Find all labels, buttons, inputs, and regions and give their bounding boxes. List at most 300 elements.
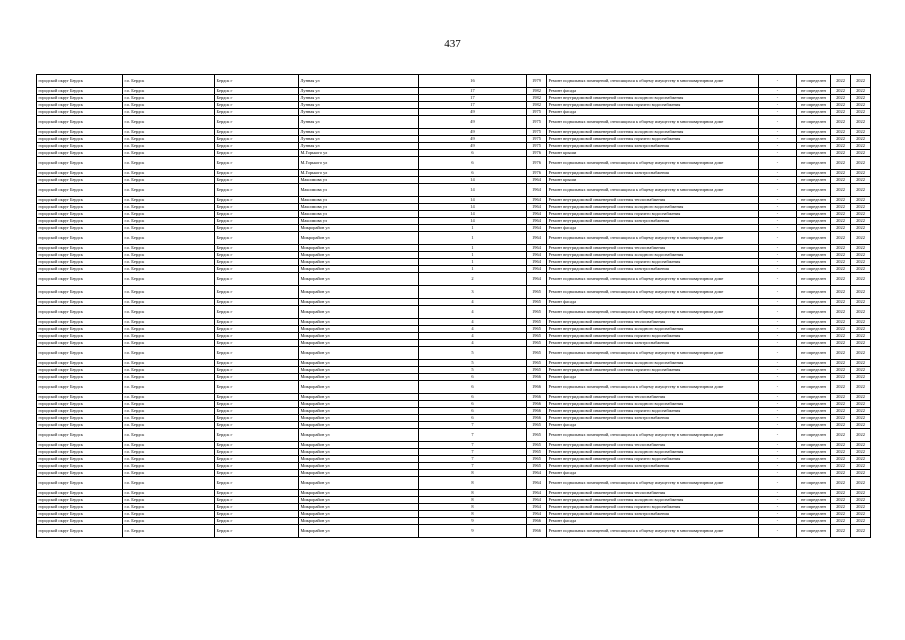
- plan-year-start-cell: 2022: [831, 299, 851, 306]
- cost-cell: -: [759, 266, 797, 273]
- plan-year-end-cell: 2022: [851, 381, 871, 394]
- house-number-cell: 3: [419, 286, 527, 299]
- cost-cell: -: [759, 347, 797, 360]
- plan-year-end-cell: 2022: [851, 415, 871, 422]
- cost-cell: -: [759, 225, 797, 232]
- plan-year-end-cell: 2022: [851, 456, 871, 463]
- locality-cell: Бердск г: [215, 401, 299, 408]
- plan-year-end-cell: 2022: [851, 136, 871, 143]
- status-cell: не определен: [797, 204, 831, 211]
- build-year-cell: 1976: [527, 157, 547, 170]
- table-row: [37, 456, 871, 463]
- table-row: [37, 360, 871, 367]
- status-cell: не определен: [797, 136, 831, 143]
- build-year-cell: 1965: [527, 367, 547, 374]
- work-type-cell: Ремонт внутридомовой инженерной системы холодного водоснабжения: [547, 497, 759, 504]
- build-year-cell: 1964: [527, 204, 547, 211]
- cost-cell: -: [759, 319, 797, 326]
- locality-cell: Бердск г: [215, 394, 299, 401]
- status-cell: не определен: [797, 319, 831, 326]
- plan-year-end-cell: 2022: [851, 306, 871, 319]
- table-row: [37, 184, 871, 197]
- municipality-cell: г.о. Бердск: [123, 218, 215, 225]
- plan-year-start-cell: 2022: [831, 273, 851, 286]
- district-cell: городской округ Бердск: [37, 197, 123, 204]
- cost-cell: -: [759, 157, 797, 170]
- cost-cell: -: [759, 340, 797, 347]
- street-cell: Микрорайон ул: [299, 401, 419, 408]
- work-type-cell: Ремонт фасада: [547, 422, 759, 429]
- district-cell: городской округ Бердск: [37, 136, 123, 143]
- street-cell: Лунная ул: [299, 129, 419, 136]
- plan-year-end-cell: 2022: [851, 266, 871, 273]
- district-cell: городской округ Бердск: [37, 177, 123, 184]
- district-cell: городской округ Бердск: [37, 511, 123, 518]
- municipality-cell: г.о. Бердск: [123, 326, 215, 333]
- plan-year-end-cell: 2022: [851, 401, 871, 408]
- locality-cell: Бердск г: [215, 367, 299, 374]
- municipality-cell: г.о. Бердск: [123, 95, 215, 102]
- plan-year-end-cell: 2022: [851, 333, 871, 340]
- table-row: [37, 225, 871, 232]
- work-type-cell: Ремонт подвальных помещений, относящихся к общему имуществу в многоквартирном доме: [547, 116, 759, 129]
- table-row: [37, 177, 871, 184]
- status-cell: не определен: [797, 259, 831, 266]
- municipality-cell: г.о. Бердск: [123, 88, 215, 95]
- status-cell: не определен: [797, 211, 831, 218]
- plan-year-start-cell: 2022: [831, 360, 851, 367]
- plan-year-end-cell: 2022: [851, 408, 871, 415]
- work-type-cell: Ремонт внутридомовой инженерной системы электроснабжения: [547, 170, 759, 177]
- locality-cell: Бердск г: [215, 470, 299, 477]
- cost-cell: -: [759, 360, 797, 367]
- plan-year-end-cell: 2022: [851, 449, 871, 456]
- house-number-cell: 6: [419, 170, 527, 177]
- plan-year-start-cell: 2022: [831, 218, 851, 225]
- municipality-cell: г.о. Бердск: [123, 286, 215, 299]
- page-number: 437: [444, 38, 461, 50]
- table-row: [37, 497, 871, 504]
- street-cell: Микрорайон ул: [299, 259, 419, 266]
- house-number-cell: 14: [419, 197, 527, 204]
- cost-cell: -: [759, 259, 797, 266]
- plan-year-end-cell: 2022: [851, 218, 871, 225]
- street-cell: Микрорайон ул: [299, 381, 419, 394]
- plan-year-end-cell: 2022: [851, 95, 871, 102]
- build-year-cell: 1975: [527, 143, 547, 150]
- plan-year-end-cell: 2022: [851, 511, 871, 518]
- build-year-cell: 1964: [527, 177, 547, 184]
- house-number-cell: 49: [419, 109, 527, 116]
- house-number-cell: 6: [419, 374, 527, 381]
- build-year-cell: 1965: [527, 360, 547, 367]
- build-year-cell: 1966: [527, 401, 547, 408]
- district-cell: городской округ Бердск: [37, 463, 123, 470]
- plan-year-end-cell: 2022: [851, 232, 871, 245]
- district-cell: городской округ Бердск: [37, 75, 123, 88]
- table-row: [37, 525, 871, 538]
- table-row: [37, 259, 871, 266]
- street-cell: Микрорайон ул: [299, 394, 419, 401]
- street-cell: Максимова ул: [299, 197, 419, 204]
- build-year-cell: 1975: [527, 136, 547, 143]
- build-year-cell: 1964: [527, 197, 547, 204]
- locality-cell: Бердск г: [215, 422, 299, 429]
- locality-cell: Бердск г: [215, 442, 299, 449]
- district-cell: городской округ Бердск: [37, 518, 123, 525]
- plan-year-end-cell: 2022: [851, 116, 871, 129]
- plan-year-start-cell: 2022: [831, 511, 851, 518]
- status-cell: не определен: [797, 218, 831, 225]
- street-cell: Микрорайон ул: [299, 333, 419, 340]
- plan-year-start-cell: 2022: [831, 129, 851, 136]
- house-number-cell: 6: [419, 394, 527, 401]
- cost-cell: -: [759, 525, 797, 538]
- plan-year-end-cell: 2022: [851, 75, 871, 88]
- plan-year-start-cell: 2022: [831, 245, 851, 252]
- district-cell: городской округ Бердск: [37, 95, 123, 102]
- house-number-cell: 1: [419, 225, 527, 232]
- street-cell: Максимова ул: [299, 177, 419, 184]
- plan-year-end-cell: 2022: [851, 102, 871, 109]
- work-type-cell: Ремонт фасада: [547, 518, 759, 525]
- street-cell: Микрорайон ул: [299, 525, 419, 538]
- work-type-cell: Ремонт внутридомовой инженерной системы горячего водоснабжения: [547, 102, 759, 109]
- municipality-cell: г.о. Бердск: [123, 184, 215, 197]
- cost-cell: -: [759, 299, 797, 306]
- table-row: [37, 429, 871, 442]
- work-type-cell: Ремонт подвальных помещений, относящихся к общему имуществу в многоквартирном доме: [547, 286, 759, 299]
- table-row: [37, 477, 871, 490]
- table-row: [37, 415, 871, 422]
- cost-cell: -: [759, 470, 797, 477]
- plan-year-end-cell: 2022: [851, 470, 871, 477]
- district-cell: городской округ Бердск: [37, 170, 123, 177]
- cost-cell: -: [759, 401, 797, 408]
- locality-cell: Бердск г: [215, 415, 299, 422]
- plan-year-end-cell: 2022: [851, 225, 871, 232]
- municipality-cell: г.о. Бердск: [123, 477, 215, 490]
- build-year-cell: 1964: [527, 225, 547, 232]
- house-number-cell: 14: [419, 204, 527, 211]
- street-cell: Микрорайон ул: [299, 504, 419, 511]
- work-type-cell: Ремонт внутридомовой инженерной системы электроснабжения: [547, 266, 759, 273]
- work-type-cell: Ремонт внутридомовой инженерной системы холодного водоснабжения: [547, 252, 759, 259]
- cost-cell: -: [759, 143, 797, 150]
- house-number-cell: 4: [419, 340, 527, 347]
- district-cell: городской округ Бердск: [37, 259, 123, 266]
- cost-cell: -: [759, 422, 797, 429]
- work-type-cell: Ремонт внутридомовой инженерной системы горячего водоснабжения: [547, 136, 759, 143]
- table-row: [37, 470, 871, 477]
- house-number-cell: 4: [419, 333, 527, 340]
- street-cell: Микрорайон ул: [299, 374, 419, 381]
- work-type-cell: Ремонт фасада: [547, 299, 759, 306]
- table-row: [37, 129, 871, 136]
- district-cell: городской округ Бердск: [37, 401, 123, 408]
- street-cell: Микрорайон ул: [299, 422, 419, 429]
- municipality-cell: г.о. Бердск: [123, 225, 215, 232]
- house-number-cell: 1: [419, 245, 527, 252]
- district-cell: городской округ Бердск: [37, 266, 123, 273]
- locality-cell: Бердск г: [215, 157, 299, 170]
- locality-cell: Бердск г: [215, 116, 299, 129]
- municipality-cell: г.о. Бердск: [123, 150, 215, 157]
- district-cell: городской округ Бердск: [37, 109, 123, 116]
- plan-year-end-cell: 2022: [851, 184, 871, 197]
- build-year-cell: 1966: [527, 415, 547, 422]
- municipality-cell: г.о. Бердск: [123, 333, 215, 340]
- status-cell: не определен: [797, 150, 831, 157]
- capital-repair-table: [36, 74, 871, 538]
- status-cell: не определен: [797, 525, 831, 538]
- house-number-cell: 8: [419, 497, 527, 504]
- municipality-cell: г.о. Бердск: [123, 299, 215, 306]
- plan-year-end-cell: 2022: [851, 477, 871, 490]
- plan-year-start-cell: 2022: [831, 75, 851, 88]
- municipality-cell: г.о. Бердск: [123, 319, 215, 326]
- municipality-cell: г.о. Бердск: [123, 102, 215, 109]
- work-type-cell: Ремонт внутридомовой инженерной системы электроснабжения: [547, 143, 759, 150]
- table-row: [37, 367, 871, 374]
- plan-year-end-cell: 2022: [851, 504, 871, 511]
- locality-cell: Бердск г: [215, 109, 299, 116]
- municipality-cell: г.о. Бердск: [123, 252, 215, 259]
- status-cell: не определен: [797, 170, 831, 177]
- district-cell: городской округ Бердск: [37, 422, 123, 429]
- plan-year-start-cell: 2022: [831, 143, 851, 150]
- street-cell: Микрорайон ул: [299, 299, 419, 306]
- municipality-cell: г.о. Бердск: [123, 116, 215, 129]
- house-number-cell: 7: [419, 442, 527, 449]
- municipality-cell: г.о. Бердск: [123, 394, 215, 401]
- municipality-cell: г.о. Бердск: [123, 408, 215, 415]
- municipality-cell: г.о. Бердск: [123, 109, 215, 116]
- locality-cell: Бердск г: [215, 197, 299, 204]
- house-number-cell: 49: [419, 116, 527, 129]
- district-cell: городской округ Бердск: [37, 286, 123, 299]
- cost-cell: -: [759, 116, 797, 129]
- locality-cell: Бердск г: [215, 408, 299, 415]
- plan-year-end-cell: 2022: [851, 518, 871, 525]
- plan-year-start-cell: 2022: [831, 442, 851, 449]
- locality-cell: Бердск г: [215, 306, 299, 319]
- status-cell: не определен: [797, 374, 831, 381]
- build-year-cell: 1975: [527, 129, 547, 136]
- plan-year-start-cell: 2022: [831, 463, 851, 470]
- house-number-cell: 1: [419, 232, 527, 245]
- plan-year-start-cell: 2022: [831, 408, 851, 415]
- work-type-cell: Ремонт подвальных помещений, относящихся к общему имуществу в многоквартирном доме: [547, 232, 759, 245]
- district-cell: городской округ Бердск: [37, 102, 123, 109]
- municipality-cell: г.о. Бердск: [123, 197, 215, 204]
- plan-year-start-cell: 2022: [831, 157, 851, 170]
- work-type-cell: Ремонт внутридомовой инженерной системы теплоснабжения: [547, 394, 759, 401]
- status-cell: не определен: [797, 177, 831, 184]
- municipality-cell: г.о. Бердск: [123, 232, 215, 245]
- status-cell: не определен: [797, 75, 831, 88]
- table-row: [37, 374, 871, 381]
- table-row: [37, 319, 871, 326]
- plan-year-start-cell: 2022: [831, 394, 851, 401]
- municipality-cell: г.о. Бердск: [123, 381, 215, 394]
- cost-cell: -: [759, 245, 797, 252]
- status-cell: не определен: [797, 116, 831, 129]
- plan-year-start-cell: 2022: [831, 504, 851, 511]
- locality-cell: Бердск г: [215, 218, 299, 225]
- street-cell: Лунная ул: [299, 75, 419, 88]
- house-number-cell: 9: [419, 518, 527, 525]
- status-cell: не определен: [797, 470, 831, 477]
- table-row: [37, 157, 871, 170]
- district-cell: городской округ Бердск: [37, 204, 123, 211]
- cost-cell: -: [759, 374, 797, 381]
- build-year-cell: 1975: [527, 116, 547, 129]
- work-type-cell: Ремонт внутридомовой инженерной системы холодного водоснабжения: [547, 204, 759, 211]
- cost-cell: -: [759, 497, 797, 504]
- table-row: [37, 442, 871, 449]
- table-row: [37, 511, 871, 518]
- municipality-cell: г.о. Бердск: [123, 347, 215, 360]
- plan-year-start-cell: 2022: [831, 211, 851, 218]
- street-cell: Лунная ул: [299, 116, 419, 129]
- status-cell: не определен: [797, 408, 831, 415]
- cost-cell: -: [759, 490, 797, 497]
- plan-year-end-cell: 2022: [851, 170, 871, 177]
- cost-cell: -: [759, 477, 797, 490]
- plan-year-start-cell: 2022: [831, 225, 851, 232]
- table-row: [37, 333, 871, 340]
- status-cell: не определен: [797, 497, 831, 504]
- plan-year-end-cell: 2022: [851, 463, 871, 470]
- plan-year-start-cell: 2022: [831, 88, 851, 95]
- locality-cell: Бердск г: [215, 266, 299, 273]
- district-cell: городской округ Бердск: [37, 157, 123, 170]
- plan-year-end-cell: 2022: [851, 245, 871, 252]
- house-number-cell: 8: [419, 470, 527, 477]
- status-cell: не определен: [797, 286, 831, 299]
- street-cell: Лунная ул: [299, 109, 419, 116]
- build-year-cell: 1966: [527, 381, 547, 394]
- table-row: [37, 299, 871, 306]
- work-type-cell: Ремонт внутридомовой инженерной системы теплоснабжения: [547, 442, 759, 449]
- work-type-cell: Ремонт крыши: [547, 177, 759, 184]
- cost-cell: -: [759, 109, 797, 116]
- status-cell: не определен: [797, 157, 831, 170]
- plan-year-start-cell: 2022: [831, 429, 851, 442]
- table-row: [37, 504, 871, 511]
- plan-year-start-cell: 2022: [831, 340, 851, 347]
- status-cell: не определен: [797, 381, 831, 394]
- plan-year-end-cell: 2022: [851, 204, 871, 211]
- municipality-cell: г.о. Бердск: [123, 204, 215, 211]
- cost-cell: -: [759, 197, 797, 204]
- work-type-cell: Ремонт внутридомовой инженерной системы электроснабжения: [547, 340, 759, 347]
- status-cell: не определен: [797, 477, 831, 490]
- street-cell: Микрорайон ул: [299, 408, 419, 415]
- status-cell: не определен: [797, 511, 831, 518]
- house-number-cell: 17: [419, 102, 527, 109]
- street-cell: Лунная ул: [299, 102, 419, 109]
- locality-cell: Бердск г: [215, 477, 299, 490]
- street-cell: Микрорайон ул: [299, 415, 419, 422]
- house-number-cell: 2: [419, 273, 527, 286]
- locality-cell: Бердск г: [215, 525, 299, 538]
- cost-cell: -: [759, 408, 797, 415]
- table-row: [37, 326, 871, 333]
- plan-year-end-cell: 2022: [851, 252, 871, 259]
- street-cell: М.Горького ул: [299, 170, 419, 177]
- build-year-cell: 1965: [527, 326, 547, 333]
- status-cell: не определен: [797, 429, 831, 442]
- status-cell: не определен: [797, 252, 831, 259]
- plan-year-start-cell: 2022: [831, 374, 851, 381]
- plan-year-end-cell: 2022: [851, 88, 871, 95]
- street-cell: Микрорайон ул: [299, 360, 419, 367]
- cost-cell: -: [759, 177, 797, 184]
- house-number-cell: 7: [419, 422, 527, 429]
- street-cell: Микрорайон ул: [299, 477, 419, 490]
- district-cell: городской округ Бердск: [37, 116, 123, 129]
- plan-year-start-cell: 2022: [831, 204, 851, 211]
- plan-year-start-cell: 2022: [831, 319, 851, 326]
- table-row: [37, 116, 871, 129]
- status-cell: не определен: [797, 360, 831, 367]
- plan-year-end-cell: 2022: [851, 109, 871, 116]
- build-year-cell: 1966: [527, 394, 547, 401]
- municipality-cell: г.о. Бердск: [123, 273, 215, 286]
- house-number-cell: 6: [419, 150, 527, 157]
- plan-year-start-cell: 2022: [831, 401, 851, 408]
- district-cell: городской округ Бердск: [37, 245, 123, 252]
- work-type-cell: Ремонт внутридомовой инженерной системы электроснабжения: [547, 218, 759, 225]
- house-number-cell: 8: [419, 490, 527, 497]
- status-cell: не определен: [797, 88, 831, 95]
- build-year-cell: 1965: [527, 319, 547, 326]
- build-year-cell: 1964: [527, 477, 547, 490]
- municipality-cell: г.о. Бердск: [123, 170, 215, 177]
- work-type-cell: Ремонт внутридомовой инженерной системы горячего водоснабжения: [547, 211, 759, 218]
- house-number-cell: 9: [419, 525, 527, 538]
- municipality-cell: г.о. Бердск: [123, 266, 215, 273]
- locality-cell: Бердск г: [215, 143, 299, 150]
- municipality-cell: г.о. Бердск: [123, 429, 215, 442]
- table-row: [37, 381, 871, 394]
- cost-cell: -: [759, 415, 797, 422]
- street-cell: Микрорайон ул: [299, 463, 419, 470]
- street-cell: Микрорайон ул: [299, 266, 419, 273]
- house-number-cell: 17: [419, 95, 527, 102]
- status-cell: не определен: [797, 266, 831, 273]
- street-cell: Лунная ул: [299, 95, 419, 102]
- municipality-cell: г.о. Бердск: [123, 177, 215, 184]
- build-year-cell: 1965: [527, 449, 547, 456]
- status-cell: не определен: [797, 225, 831, 232]
- build-year-cell: 1965: [527, 463, 547, 470]
- plan-year-end-cell: 2022: [851, 143, 871, 150]
- work-type-cell: Ремонт фасада: [547, 88, 759, 95]
- locality-cell: Бердск г: [215, 490, 299, 497]
- locality-cell: Бердск г: [215, 504, 299, 511]
- house-number-cell: 1: [419, 252, 527, 259]
- municipality-cell: г.о. Бердск: [123, 136, 215, 143]
- cost-cell: -: [759, 211, 797, 218]
- locality-cell: Бердск г: [215, 429, 299, 442]
- municipality-cell: г.о. Бердск: [123, 374, 215, 381]
- build-year-cell: 1966: [527, 408, 547, 415]
- district-cell: городской округ Бердск: [37, 299, 123, 306]
- work-type-cell: Ремонт внутридомовой инженерной системы холодного водоснабжения: [547, 449, 759, 456]
